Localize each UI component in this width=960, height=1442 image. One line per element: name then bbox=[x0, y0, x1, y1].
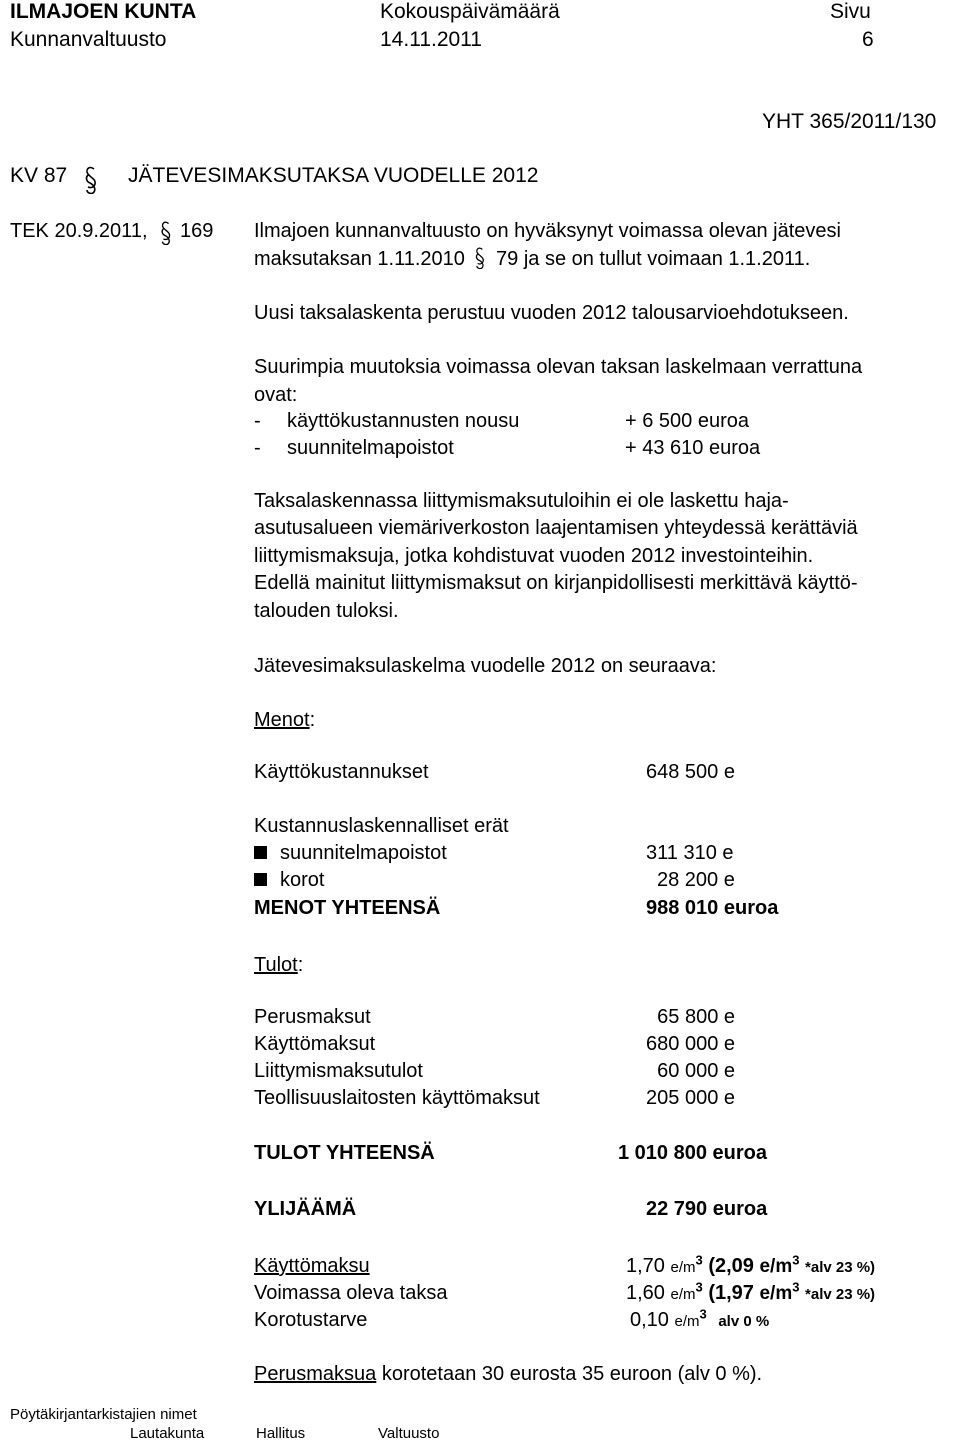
change-value: + 6 500 euroa bbox=[625, 410, 749, 432]
rate-unit: e/m bbox=[674, 1313, 700, 1330]
date-label: Kokouspäivämäärä bbox=[380, 0, 560, 23]
paragraph-5: Jätevesimaksulaskelma vuodelle 2012 on seuraava: bbox=[254, 655, 717, 677]
rate-exponent: 3 bbox=[699, 1306, 707, 1322]
tulot-item-label: Teollisuuslaitosten käyttömaksut bbox=[254, 1087, 540, 1109]
tulot-item-value: 65 800 e bbox=[657, 1006, 735, 1028]
paragraph-3-line-2: ovat: bbox=[254, 384, 298, 406]
rate-vat-note: *alv 23 %) bbox=[805, 1259, 876, 1276]
menot-item-value: 311 310 e bbox=[646, 842, 734, 864]
closing-rest: korotetaan 30 eurosta 35 euroon (alv 0 %). bbox=[381, 1363, 763, 1385]
rate-unit: e/m bbox=[670, 1286, 696, 1303]
rate-value bbox=[626, 1279, 876, 1305]
paragraph-sign-icon bbox=[84, 166, 98, 199]
meeting-body: Kunnanvaltuusto bbox=[10, 28, 167, 51]
prior-ref-number: 169 bbox=[180, 220, 214, 242]
rate-exponent: 3 bbox=[792, 1279, 800, 1295]
page-label: Sivu bbox=[830, 0, 871, 23]
paragraph-4-line-2: asutusalueen viemäriverkoston laajentamisen yhteydessä kerättäviä bbox=[254, 517, 858, 539]
change-dash: - bbox=[254, 437, 261, 459]
rate-vat-value: (1,97 bbox=[708, 1282, 754, 1304]
org-name: ILMAJOEN KUNTA bbox=[10, 0, 197, 23]
kust-label: Kustannuslaskennalliset erät bbox=[254, 815, 509, 837]
tulot-item-label: Liittymismaksutulot bbox=[254, 1060, 423, 1082]
menot-item bbox=[254, 842, 447, 865]
rate-value bbox=[626, 1252, 876, 1278]
menot-heading bbox=[254, 706, 315, 734]
rate-value bbox=[630, 1306, 770, 1332]
rate-vat-value: (2,09 bbox=[708, 1255, 754, 1277]
section-number: KV 87 bbox=[10, 164, 68, 187]
tulot-total-label: TULOT YHTEENSÄ bbox=[254, 1142, 435, 1164]
menot-total-label: MENOT YHTEENSÄ bbox=[254, 897, 441, 919]
menot-item-value: 28 200 e bbox=[657, 869, 735, 891]
rate-unit: e/m bbox=[670, 1259, 696, 1276]
rate-vat-unit: e/m bbox=[759, 1283, 793, 1304]
closing-underlined: Perusmaksua bbox=[254, 1363, 377, 1385]
tulot-item-label: Perusmaksut bbox=[254, 1006, 371, 1028]
paragraph-4-line-5: talouden tuloksi. bbox=[254, 600, 399, 622]
menot-item-label: korot bbox=[280, 869, 325, 891]
paragraph-1-line-1: Ilmajoen kunnanvaltuusto on hyväksynyt voimassa olevan jätevesi bbox=[254, 220, 841, 242]
rate-number: 1,70 bbox=[626, 1255, 665, 1277]
closing-line bbox=[254, 1360, 762, 1388]
paragraph-sign-icon bbox=[160, 221, 172, 250]
footer-lautakunta: Lautakunta bbox=[130, 1425, 205, 1442]
rate-label-text: Käyttömaksu bbox=[254, 1255, 370, 1277]
prior-reference bbox=[10, 217, 148, 245]
bullet-square-icon bbox=[254, 873, 267, 886]
menot-item-label: suunnitelmapoistot bbox=[280, 842, 447, 864]
rate-vat-unit: e/m bbox=[759, 1256, 793, 1277]
tulot-heading-text: Tulot bbox=[254, 954, 298, 976]
tulot-item-label: Käyttömaksut bbox=[254, 1033, 376, 1055]
meeting-date: 14.11.2011 bbox=[380, 28, 482, 51]
change-label: suunnitelmapoistot bbox=[287, 437, 454, 459]
menot-item bbox=[254, 869, 324, 892]
rate-number: 0,10 bbox=[630, 1309, 669, 1331]
tulot-heading bbox=[254, 951, 303, 979]
menot-heading-text: Menot bbox=[254, 709, 310, 731]
change-dash: - bbox=[254, 410, 261, 432]
p1-line2-end: 79 ja se on tullut voimaan 1.1.2011. bbox=[496, 248, 811, 270]
paragraph-4-line-4: Edellä mainitut liittymismaksut on kirjanpidollisesti merkittävä käyttö- bbox=[254, 572, 858, 594]
p1-line2-start: maksutaksan 1.11.2010 bbox=[254, 248, 465, 270]
menot-total-value: 988 010 euroa bbox=[646, 897, 779, 919]
rate-label: Korotustarve bbox=[254, 1309, 368, 1331]
footer-title: Pöytäkirjantarkistajien nimet bbox=[10, 1406, 197, 1423]
case-reference: YHT 365/2011/130 bbox=[762, 110, 937, 133]
change-label: käyttökustannusten nousu bbox=[287, 410, 520, 432]
surplus-value: 22 790 euroa bbox=[646, 1198, 768, 1220]
tulot-item-value: 205 000 e bbox=[646, 1087, 735, 1109]
footer-hallitus: Hallitus bbox=[256, 1425, 306, 1442]
rate-label: Voimassa oleva taksa bbox=[254, 1282, 448, 1304]
rate-vat-note: alv 0 % bbox=[718, 1313, 770, 1330]
surplus-label: YLIJÄÄMÄ bbox=[254, 1198, 357, 1220]
rate-exponent: 3 bbox=[695, 1252, 703, 1268]
paragraph-4-line-3: liittymismaksuja, jotka kohdistuvat vuoden 2012 investointeihin. bbox=[254, 545, 814, 567]
tulot-item-value: 60 000 e bbox=[657, 1060, 735, 1082]
rate-label bbox=[254, 1255, 370, 1278]
paragraph-1-line-2 bbox=[254, 245, 810, 273]
paragraph-4-line-1: Taksalaskennassa liittymismaksutuloihin ei ole laskettu haja- bbox=[254, 490, 789, 512]
rate-vat-note: *alv 23 %) bbox=[805, 1286, 876, 1303]
page-number: 6 bbox=[862, 28, 874, 51]
tulot-total-value: 1 010 800 euroa bbox=[618, 1142, 767, 1164]
rate-exponent: 3 bbox=[695, 1279, 703, 1295]
rate-exponent: 3 bbox=[792, 1252, 800, 1268]
prior-ref-prefix: TEK 20.9.2011, bbox=[10, 220, 148, 242]
paragraph-sign-icon bbox=[474, 247, 486, 269]
menot-colon: : bbox=[309, 709, 316, 731]
bullet-square-icon bbox=[254, 846, 267, 859]
kaytto-label: Käyttökustannukset bbox=[254, 761, 429, 783]
section-title: JÄTEVESIMAKSUTAKSA VUODELLE 2012 bbox=[128, 164, 539, 187]
paragraph-3-line-1: Suurimpia muutoksia voimassa olevan taksan laskelmaan verrattuna bbox=[254, 356, 863, 378]
tulot-colon: : bbox=[297, 954, 304, 976]
footer-valtuusto: Valtuusto bbox=[378, 1425, 440, 1442]
paragraph-2: Uusi taksalaskenta perustuu vuoden 2012 talousarvioehdotukseen. bbox=[254, 302, 849, 324]
tulot-item-value: 680 000 e bbox=[646, 1033, 735, 1055]
rate-number: 1,60 bbox=[626, 1282, 665, 1304]
change-value: + 43 610 euroa bbox=[625, 437, 761, 459]
kaytto-value: 648 500 e bbox=[646, 761, 735, 783]
